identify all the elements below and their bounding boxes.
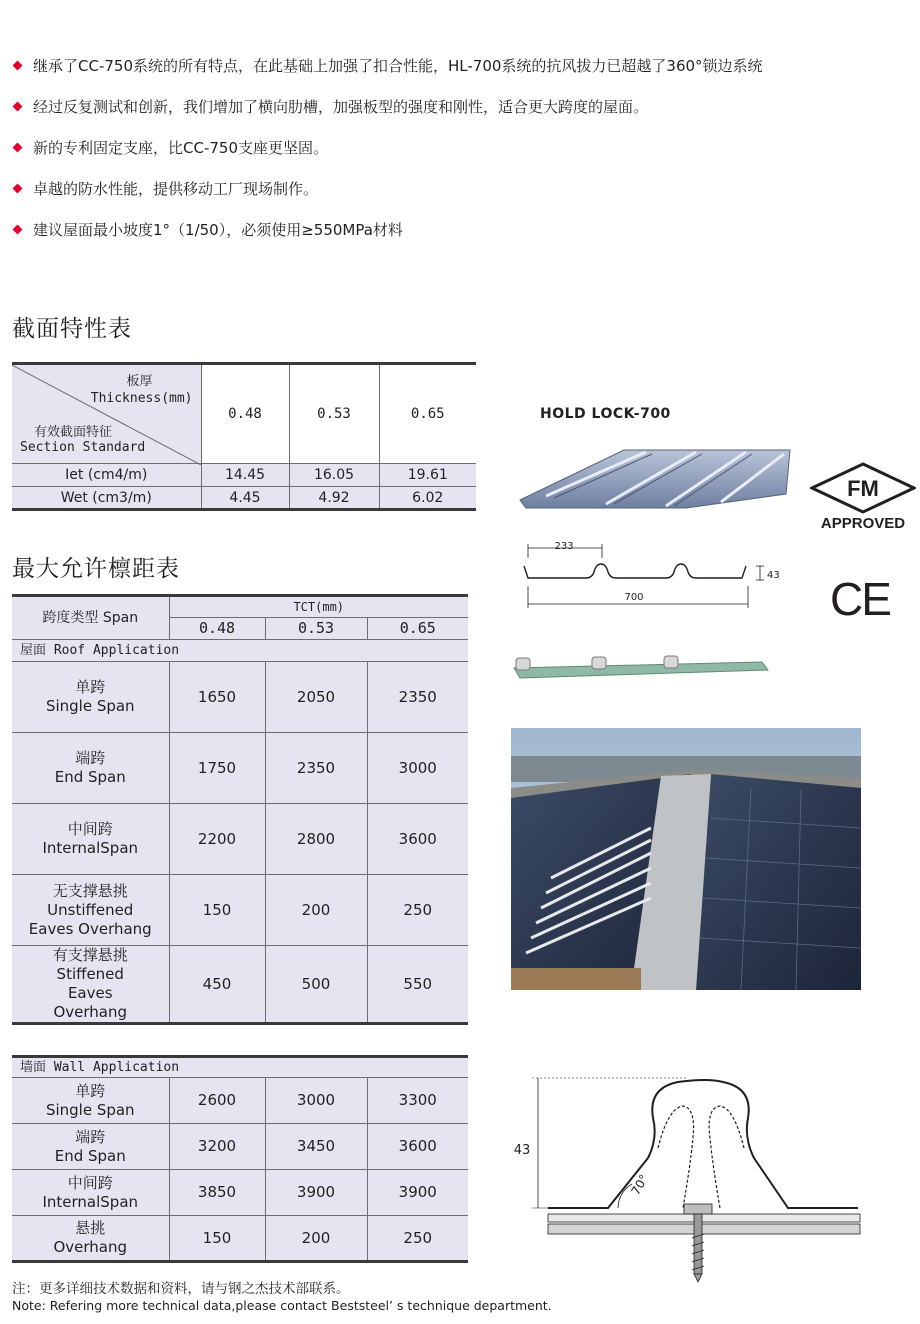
table-cell: 2350 bbox=[265, 733, 367, 804]
table-cell: 1750 bbox=[169, 733, 265, 804]
span-type-en: InternalSpan bbox=[42, 1192, 139, 1211]
table-cell: 500 bbox=[265, 946, 367, 1024]
feature-item bbox=[10, 220, 403, 240]
table-row bbox=[12, 464, 476, 487]
table-cell: 3450 bbox=[265, 1124, 367, 1170]
roof-span-table bbox=[12, 594, 468, 1025]
table-cell: 550 bbox=[367, 946, 468, 1024]
table-row bbox=[12, 1170, 468, 1216]
table-cell: 250 bbox=[367, 1216, 468, 1262]
table-cell: 19.61 bbox=[379, 464, 476, 487]
thickness-header: 0.48 bbox=[169, 618, 265, 640]
table-cell: 200 bbox=[265, 875, 367, 946]
section-properties-table bbox=[12, 362, 476, 511]
table-cell: 200 bbox=[265, 1216, 367, 1262]
rooftop-solar-photo bbox=[511, 728, 861, 990]
note-en: Note: Refering more technical data,please contact Beststeel’ s technique department. bbox=[12, 1298, 552, 1313]
dim-height: 43 bbox=[767, 570, 780, 581]
wall-span-table bbox=[12, 1055, 468, 1263]
profile-dimension-drawing bbox=[516, 538, 788, 608]
table-cell: 3300 bbox=[367, 1078, 468, 1124]
span-type-en: InternalSpan bbox=[42, 839, 139, 857]
table-row bbox=[12, 733, 468, 804]
bullet-diamond-icon bbox=[13, 143, 23, 153]
table-row bbox=[12, 1216, 468, 1262]
span-type-en: Stiffened Eaves Overhang bbox=[53, 965, 128, 1021]
span-type-cn: 单跨 bbox=[75, 678, 106, 696]
span-type-cn: 悬挑 bbox=[75, 1219, 106, 1237]
panel-3d-illustration bbox=[516, 446, 794, 512]
span-type-en: Overhang bbox=[53, 1238, 128, 1256]
table-row bbox=[12, 804, 468, 875]
feature-item bbox=[10, 97, 648, 117]
table-cell: 250 bbox=[367, 875, 468, 946]
table-cell: 3600 bbox=[367, 804, 468, 875]
feature-text: 经过反复测试和创新，我们增加了横向肋槽，加强板型的强度和刚性，适合更大跨度的屋面。 bbox=[33, 98, 649, 116]
bullet-diamond-icon bbox=[13, 61, 23, 71]
fm-mark: FM bbox=[847, 476, 879, 501]
table-cell: 3600 bbox=[367, 1124, 468, 1170]
span-type-en: End Span bbox=[54, 1146, 126, 1165]
clip-strip-illustration bbox=[512, 654, 770, 680]
span-header: 跨度类型 Span bbox=[12, 596, 169, 640]
row-label: Wet (cm3/m) bbox=[12, 487, 201, 510]
note-cn: 注：更多详细技术数据和资料，请与钢之杰技术部联系。 bbox=[12, 1281, 350, 1297]
corner-header-cell bbox=[12, 364, 201, 464]
thickness-label-cn: 板厚 bbox=[126, 374, 153, 389]
table-cell: 3900 bbox=[265, 1170, 367, 1216]
table-cell: 2350 bbox=[367, 662, 468, 733]
span-table-title: 最大允许檩距表 bbox=[12, 556, 180, 582]
table-cell: 3900 bbox=[367, 1170, 468, 1216]
table-row bbox=[12, 662, 468, 733]
feature-item bbox=[10, 56, 763, 76]
table-cell: 4.92 bbox=[289, 487, 379, 510]
tct-header: TCT(mm) bbox=[169, 596, 468, 618]
detail-height: 43 bbox=[513, 1143, 531, 1158]
table-cell: 1650 bbox=[169, 662, 265, 733]
bullet-diamond-icon bbox=[13, 184, 23, 194]
span-type-en: Single Span bbox=[45, 1100, 135, 1119]
table-row bbox=[12, 1078, 468, 1124]
span-type-cn: 中间跨 bbox=[67, 1173, 113, 1192]
thickness-header: 0.53 bbox=[265, 618, 367, 640]
table-row bbox=[12, 1124, 468, 1170]
product-name: HOLD LOCK-700 bbox=[540, 406, 671, 422]
span-type-cn: 无支撑悬挑 bbox=[52, 881, 128, 900]
feature-text: 新的专利固定支座，比CC-750支座更坚固。 bbox=[33, 139, 328, 157]
roof-application-label: 屋面 Roof Application bbox=[12, 640, 468, 662]
ce-mark: CE bbox=[830, 573, 890, 625]
table-cell: 3000 bbox=[367, 733, 468, 804]
wall-application-label: 墙面 Wall Application bbox=[12, 1057, 468, 1078]
seam-detail-drawing bbox=[508, 1068, 864, 1288]
feature-text: 继承了CC-750系统的所有特点，在此基础上加强了扣合性能，HL-700系统的抗风拔力已超越了360°锁边系统 bbox=[33, 57, 763, 75]
bullet-diamond-icon bbox=[13, 102, 23, 112]
table-cell: 3000 bbox=[265, 1078, 367, 1124]
table-cell: 2050 bbox=[265, 662, 367, 733]
thickness-label-en: Thickness(mm) bbox=[90, 391, 193, 406]
section-label-cn: 有效截面特征 bbox=[34, 425, 113, 440]
thickness-header: 0.53 bbox=[289, 364, 379, 464]
span-type-en: End Span bbox=[54, 768, 126, 786]
table-cell: 3850 bbox=[169, 1170, 265, 1216]
section-table-title: 截面特性表 bbox=[12, 316, 132, 342]
fm-approved-logo bbox=[810, 462, 916, 532]
dim-rib: 233 bbox=[554, 541, 574, 552]
table-row bbox=[12, 946, 468, 1024]
table-cell: 3200 bbox=[169, 1124, 265, 1170]
table-cell: 450 bbox=[169, 946, 265, 1024]
span-type-cn: 单跨 bbox=[75, 1081, 106, 1100]
table-cell: 2600 bbox=[169, 1078, 265, 1124]
table-row bbox=[12, 487, 476, 510]
span-type-en: Single Span bbox=[45, 697, 135, 715]
span-type-cn: 有支撑悬挑 bbox=[52, 946, 128, 964]
section-label-en: Section Standard bbox=[20, 440, 146, 455]
thickness-header: 0.48 bbox=[201, 364, 289, 464]
span-type-cn: 端跨 bbox=[75, 749, 106, 767]
table-row bbox=[12, 875, 468, 946]
fm-approved-text: APPROVED bbox=[820, 515, 906, 532]
table-cell: 150 bbox=[169, 875, 265, 946]
bullet-diamond-icon bbox=[13, 225, 23, 235]
span-type-cn: 端跨 bbox=[75, 1127, 106, 1146]
span-type-en: Unstiffened Eaves Overhang bbox=[28, 900, 152, 938]
table-cell: 2800 bbox=[265, 804, 367, 875]
table-cell: 150 bbox=[169, 1216, 265, 1262]
table-cell: 2200 bbox=[169, 804, 265, 875]
span-type-cn: 中间跨 bbox=[67, 820, 113, 838]
table-cell: 4.45 bbox=[201, 487, 289, 510]
thickness-header: 0.65 bbox=[379, 364, 476, 464]
feature-text: 建议屋面最小坡度1°（1/50），必须使用≥550MPa材料 bbox=[33, 221, 403, 239]
feature-item bbox=[10, 138, 328, 158]
dim-width: 700 bbox=[624, 592, 644, 603]
detail-angle: 70° bbox=[628, 1172, 652, 1198]
row-label: Iet (cm4/m) bbox=[12, 464, 201, 487]
feature-item bbox=[10, 179, 318, 199]
table-cell: 6.02 bbox=[379, 487, 476, 510]
table-cell: 14.45 bbox=[201, 464, 289, 487]
table-cell: 16.05 bbox=[289, 464, 379, 487]
thickness-header: 0.65 bbox=[367, 618, 468, 640]
feature-text: 卓越的防水性能，提供移动工厂现场制作。 bbox=[33, 180, 319, 198]
